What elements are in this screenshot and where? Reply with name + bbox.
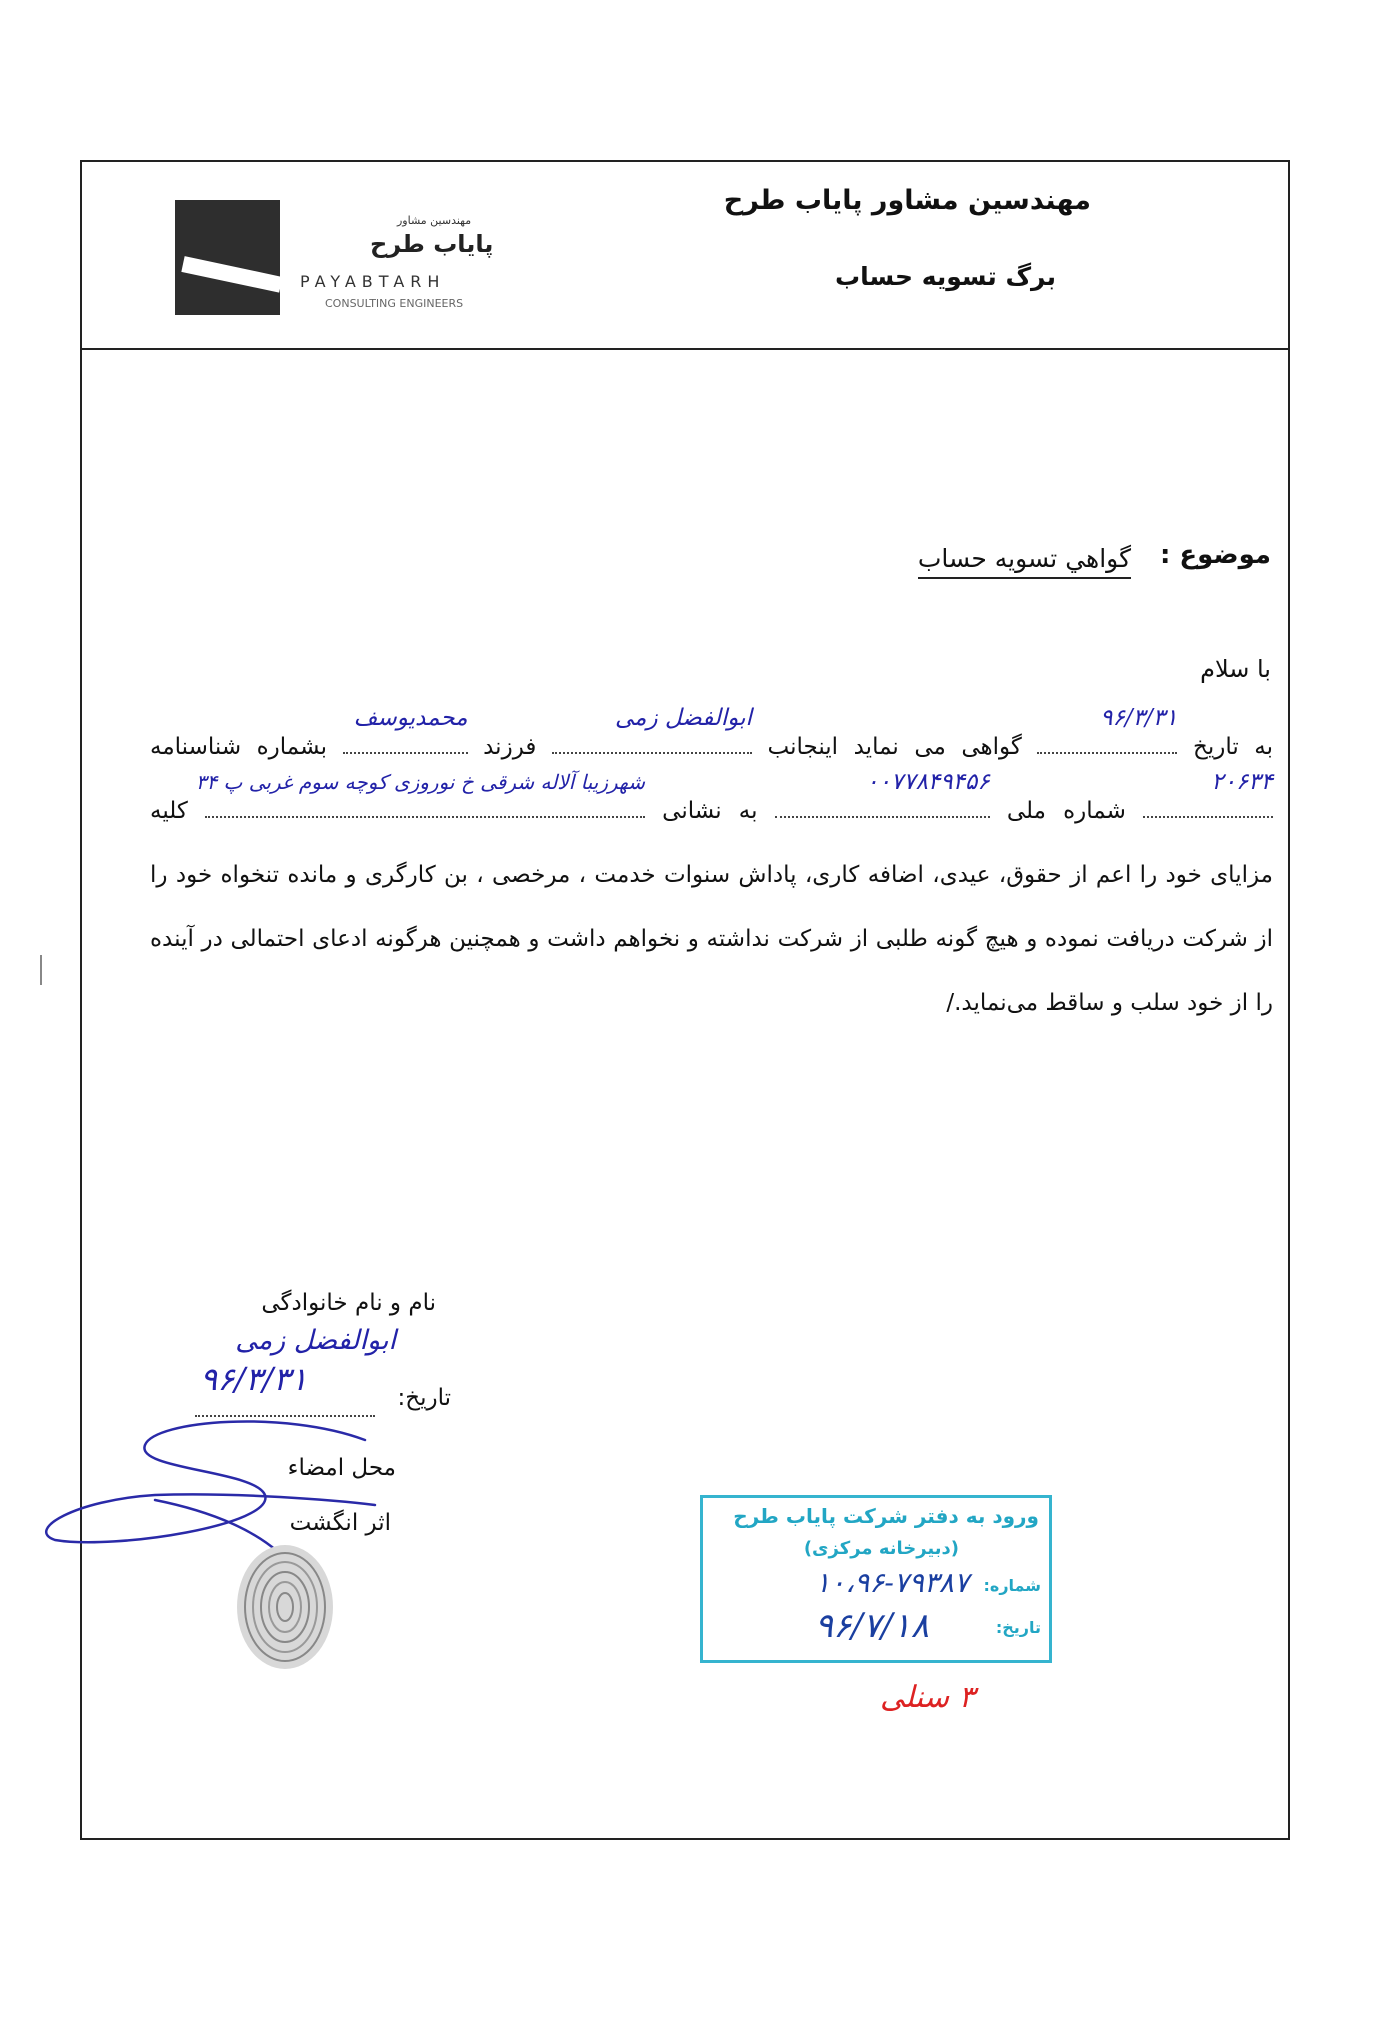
stamp-date-label: تاریخ: — [995, 1618, 1041, 1637]
full-name-label: نام و نام خانوادگی — [261, 1290, 436, 1316]
id-number-field — [1143, 769, 1274, 818]
margin-mark — [40, 955, 42, 985]
body-text-5: شماره ملی — [1006, 798, 1126, 824]
national-id-field — [775, 769, 990, 818]
greeting: با سلام — [1200, 655, 1271, 683]
stamp-number-label: شماره: — [983, 1576, 1041, 1595]
fingerprint-label: اثر انگشت — [289, 1510, 391, 1536]
logo-subtitle-fa: مهندسین مشاور — [397, 214, 472, 227]
body-text-6: به نشانی — [662, 798, 758, 824]
logo-name-en: PAYABTARH — [300, 272, 446, 291]
company-logo — [175, 200, 525, 315]
body-text-4: بشماره شناسنامه — [150, 734, 328, 760]
address-handwritten: شهرزیبا آلاله شرقی خ نوروزی کوچه سوم غربی پ ۳۴ — [195, 770, 645, 794]
date-handwritten: ۹۶/۳/۳۱ — [1100, 705, 1178, 731]
form-title: برگ تسویه حساب — [835, 262, 1056, 291]
subject-label: موضوع : — [1159, 540, 1271, 570]
stamp-subtitle: (دبیرخانه مرکزی) — [803, 1538, 959, 1559]
body-paragraph — [150, 705, 1274, 1035]
office-entry-stamp — [700, 1495, 1052, 1663]
full-name-handwritten: ابوالفضل زمی — [235, 1325, 396, 1356]
body-text-7: کلیه مزایای خود را اعم از حقوق، عیدی، اضافه کاری، پاداش سنوات خدمت ، مرخصی ، بن کارگری و مانده تنخواه خود را از شرکت دریافت نموده و هیچ گونه طلبی از شرکت نداشته و نخواهم داشت و همچنین هرگونه ادعای احتمالی در آینده را از خود سلب و ساقط می‌نماید./ — [150, 798, 1273, 1016]
company-name: مهندسین مشاور پایاب طرح — [723, 185, 1091, 216]
father-name-handwritten: محمدیوسف — [353, 705, 468, 731]
name-handwritten: ابوالفضل زمی — [614, 705, 752, 731]
signature-date-handwritten: ۹۶/۳/۳۱ — [200, 1360, 308, 1398]
signature-place-label: محل امضاء — [287, 1455, 396, 1481]
subject-value: گواهي تسویه حساب — [918, 544, 1131, 579]
stamp-title: ورود به دفتر شرکت پایاب طرح — [733, 1504, 1039, 1528]
stamp-number-value: ۱۰،۹۶-۷۹۳۸۷ — [815, 1566, 969, 1599]
header-divider — [80, 348, 1290, 350]
id-number-handwritten: ۲۰۶۳۴ — [1211, 769, 1274, 795]
fingerprint-icon — [225, 1535, 345, 1680]
body-text-3: فرزند — [483, 734, 537, 760]
stamp-date-value: ۹۶/۷/۱۸ — [814, 1606, 929, 1646]
signature-date-label: تاریخ: — [397, 1385, 451, 1411]
body-text-1: به تاریخ — [1192, 734, 1274, 760]
address-field — [195, 770, 645, 818]
national-id-handwritten: ۰۰۷۷۸۴۹۴۵۶ — [866, 769, 990, 795]
handwritten-red-note: ۳ سنلی — [880, 1680, 975, 1715]
logo-subtitle-en: CONSULTING ENGINEERS — [325, 297, 464, 310]
logo-name-fa: پایاب طرح — [370, 230, 494, 258]
body-text-2: گواهی می نماید اینجانب — [767, 734, 1022, 760]
logo-mark-icon — [175, 200, 280, 315]
